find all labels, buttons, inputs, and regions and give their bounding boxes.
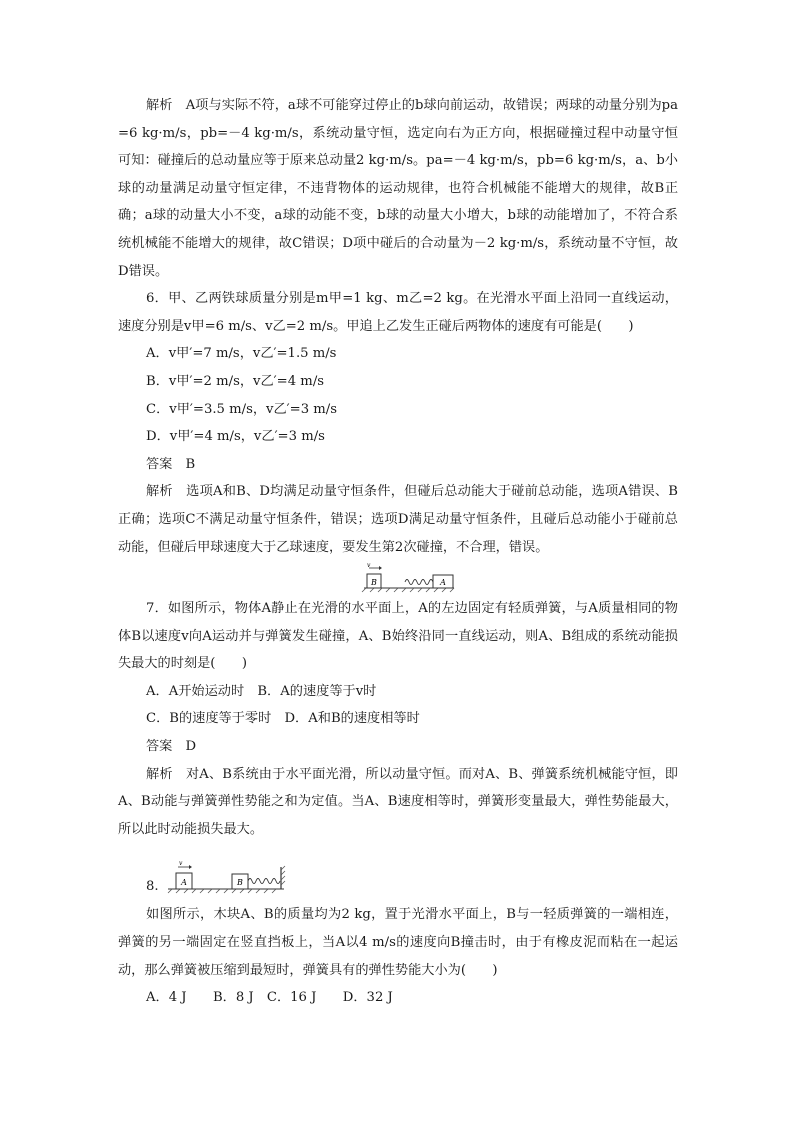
figure-q8-drawing [118, 843, 678, 901]
q7-options-cd: C．B的速度等于零时 D．A和B的速度相等时 [146, 711, 420, 727]
q6-option-d: D．v甲′=4 m/s，v乙′=3 m/s [146, 429, 325, 445]
q6-option-a: A．v甲′=7 m/s，v乙′=1.5 m/s [146, 346, 337, 362]
q8-stem: 如图所示，木块A、B的质量均为2 kg，置于光滑水平面上，B与一轻质弹簧的一端相连，弹簧的另一端固定在竖直挡板上，当A以4 m/s的速度向B撞击时，由于有橡皮泥而粘在一起运动，那么弹簧被压缩到最短时，弹簧具有的弹性势能大小为( ) [118, 907, 678, 978]
q6-solution: 解析 选项A和B、D均满足动量守恒条件，但碰后总动能大于碰前总动能，选项A错误、B正确；选项C不满足动量守恒条件，错误；选项D满足动量守恒条件，且碰后总动能小于碰前总动能，但碰后甲球速度大于乙球速度，要发生第2次碰撞，不合理，错误。 [118, 484, 678, 555]
q6-answer: 答案 B [146, 456, 196, 472]
fig8-arrow-label: v [179, 860, 183, 868]
q7-solution: 解析 对A、B系统由于水平面光滑，所以动量守恒。而对A、B、弹簧系统机械能守恒，即A、B动能与弹簧弹性势能之和为定值。当A、B速度相等时，弹簧形变量最大，弹性势能最大，所以此时动能损失最大。 [118, 766, 678, 837]
q6-option-c: C．v甲′=3.5 m/s，v乙′=3 m/s [146, 401, 338, 417]
figure-q8 [118, 843, 678, 901]
fig7-block-a-label: A [440, 578, 446, 588]
q6-option-b: B．v甲′=2 m/s，v乙′=4 m/s [146, 373, 325, 389]
fig7-block-b-label: B [371, 578, 377, 588]
figure-q7 [118, 561, 678, 595]
q7-options-ab: A．A开始运动时 B．A的速度等于v时 [146, 683, 377, 699]
q5-solution: 解析 A项与实际不符，a球不可能穿过停止的b球向前运动，故错误；两球的动量分别为pa=6 kg·m/s，pb=－4 kg·m/s，系统动量守恒，选定向右为正方向，根据碰撞过程中动量守恒可知：碰撞后的总动量应等于原来总动量2 kg·m/s。pa=－4 kg·m/s，pb=6 kg·m/s，a、b小球的动量满足动量守恒定律，不违背物体的运动规律，也符合机械能不能增大的规律，故B正确；a球的动量大小不变，a球的动能不变，b球的动量大小增大，b球的动能增加了，不符合系统机械能不能增大的规律，故C错误；D项中碰后的合动量为－2 kg·m/s，系统动量不守恒，故D错误。 [118, 98, 678, 279]
fig8-block-b-label: B [237, 878, 243, 888]
q7-stem: 7．如图所示，物体A静止在光滑的水平面上，A的左边固定有轻质弹簧，与A质量相同的物体B以速度v向A运动并与弹簧发生碰撞，A、B始终沿同一直线运动，则A、B组成的系统动能损失最大的时刻是( ) [118, 601, 678, 672]
q8-options: A．4 J B．8 J C．16 J D．32 J [146, 990, 393, 1006]
q6-stem: 6．甲、乙两铁球质量分别是m甲=1 kg、m乙=2 kg。在光滑水平面上沿同一直线运动，速度分别是v甲=6 m/s、v乙=2 m/s。甲追上乙发生正碰后两物体的速度有可能是( ) [118, 291, 678, 334]
q7-answer: 答案 D [146, 739, 197, 755]
document-page [118, 92, 678, 1012]
q8-number: 8. [146, 879, 159, 895]
fig7-arrow-label: v [367, 562, 371, 570]
figure-q7-drawing [118, 561, 678, 595]
fig8-block-a-label: A [181, 878, 187, 888]
